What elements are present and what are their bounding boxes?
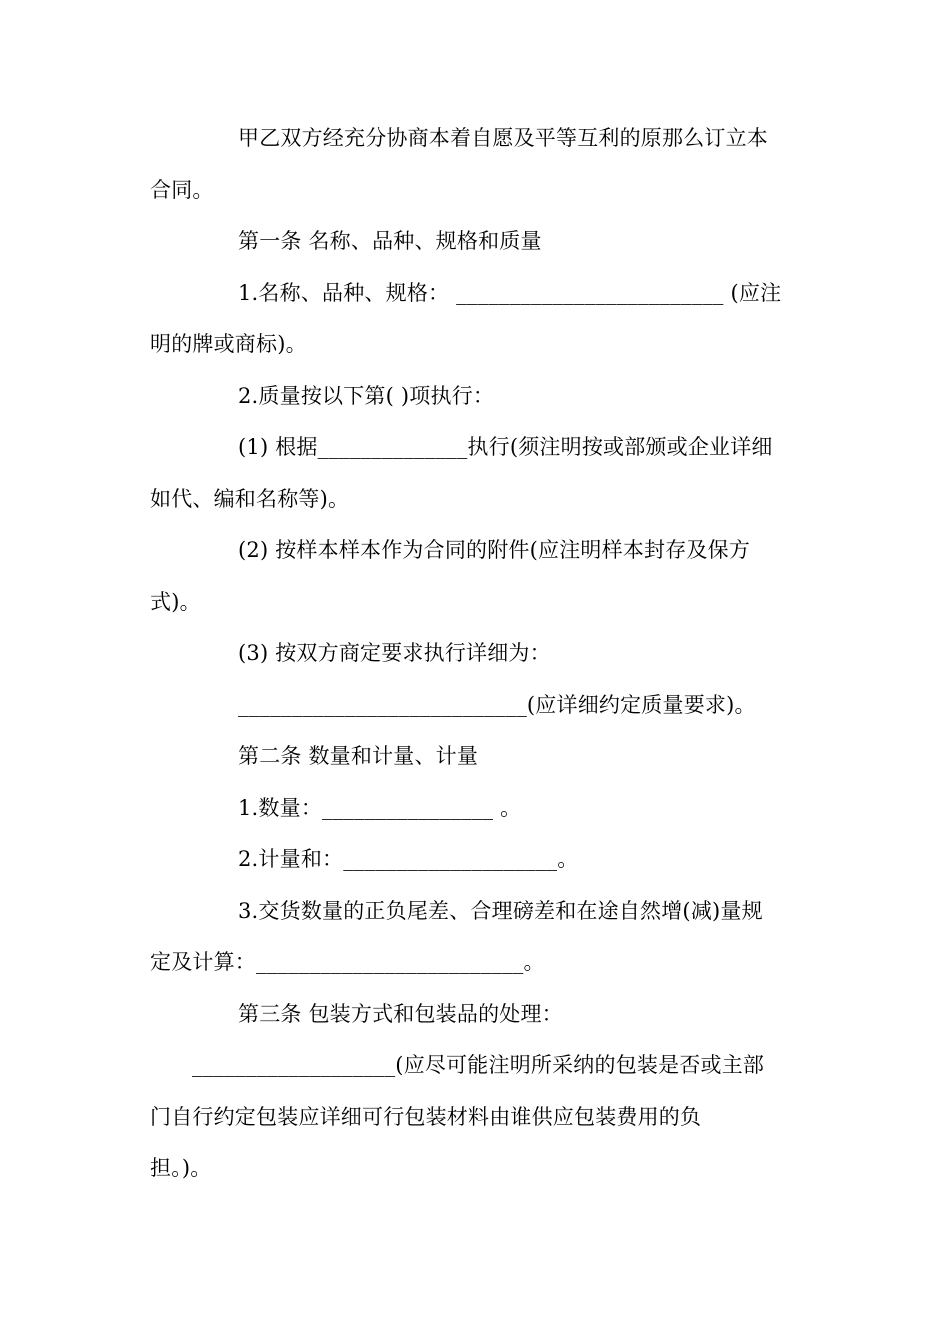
- item-1-1-line-1: 1.名称、品种、规格： _________________________ (应注: [238, 281, 782, 305]
- item-1-2-2-line-1: (2) 按样本样本作为合同的附件(应注明样本封存及保方: [238, 538, 751, 562]
- item-1-2-2-line-2: 式)。: [150, 590, 201, 614]
- item-2-2: 2.计量和：____________________。: [238, 847, 579, 871]
- article-3-body-line-3: 担。)。: [150, 1156, 212, 1180]
- item-1-2: 2.质量按以下第( )项执行：: [238, 384, 495, 408]
- article-2-heading: 第二条 数量和计量、计量: [238, 744, 479, 768]
- article-3-body-line-1: ___________________(应尽可能注明所采纳的包装是否或主部: [192, 1053, 765, 1077]
- article-3-heading: 第三条 包装方式和包装品的处理：: [238, 1002, 563, 1026]
- item-1-2-3-line-1: (3) 按双方商定要求执行详细为：: [238, 641, 551, 665]
- article-3-body-line-2: 门自行约定包装应详细可行包装材料由谁供应包装费用的负: [150, 1105, 702, 1129]
- item-2-3-line-2: 定及计算：_________________________。: [150, 950, 545, 974]
- item-1-2-1-line-1: (1) 根据______________执行(须注明按或部颁或企业详细: [238, 435, 773, 459]
- item-1-2-3-line-2: ___________________________(应详细约定质量要求)。: [238, 693, 756, 717]
- article-1-heading: 第一条 名称、品种、规格和质量: [238, 229, 542, 253]
- item-2-1: 1.数量：________________ 。: [238, 796, 522, 820]
- item-1-1-line-2: 明的牌或商标)。: [150, 332, 307, 356]
- item-2-3-line-1: 3.交货数量的正负尾差、合理磅差和在途自然增(减)量规: [238, 899, 763, 923]
- item-1-2-1-line-2: 如代、编和名称等)。: [150, 487, 350, 511]
- paragraph-intro-line-2: 合同。: [150, 178, 214, 202]
- paragraph-intro-line-1: 甲乙双方经充分协商本着自愿及平等互利的原那么订立本: [238, 126, 768, 150]
